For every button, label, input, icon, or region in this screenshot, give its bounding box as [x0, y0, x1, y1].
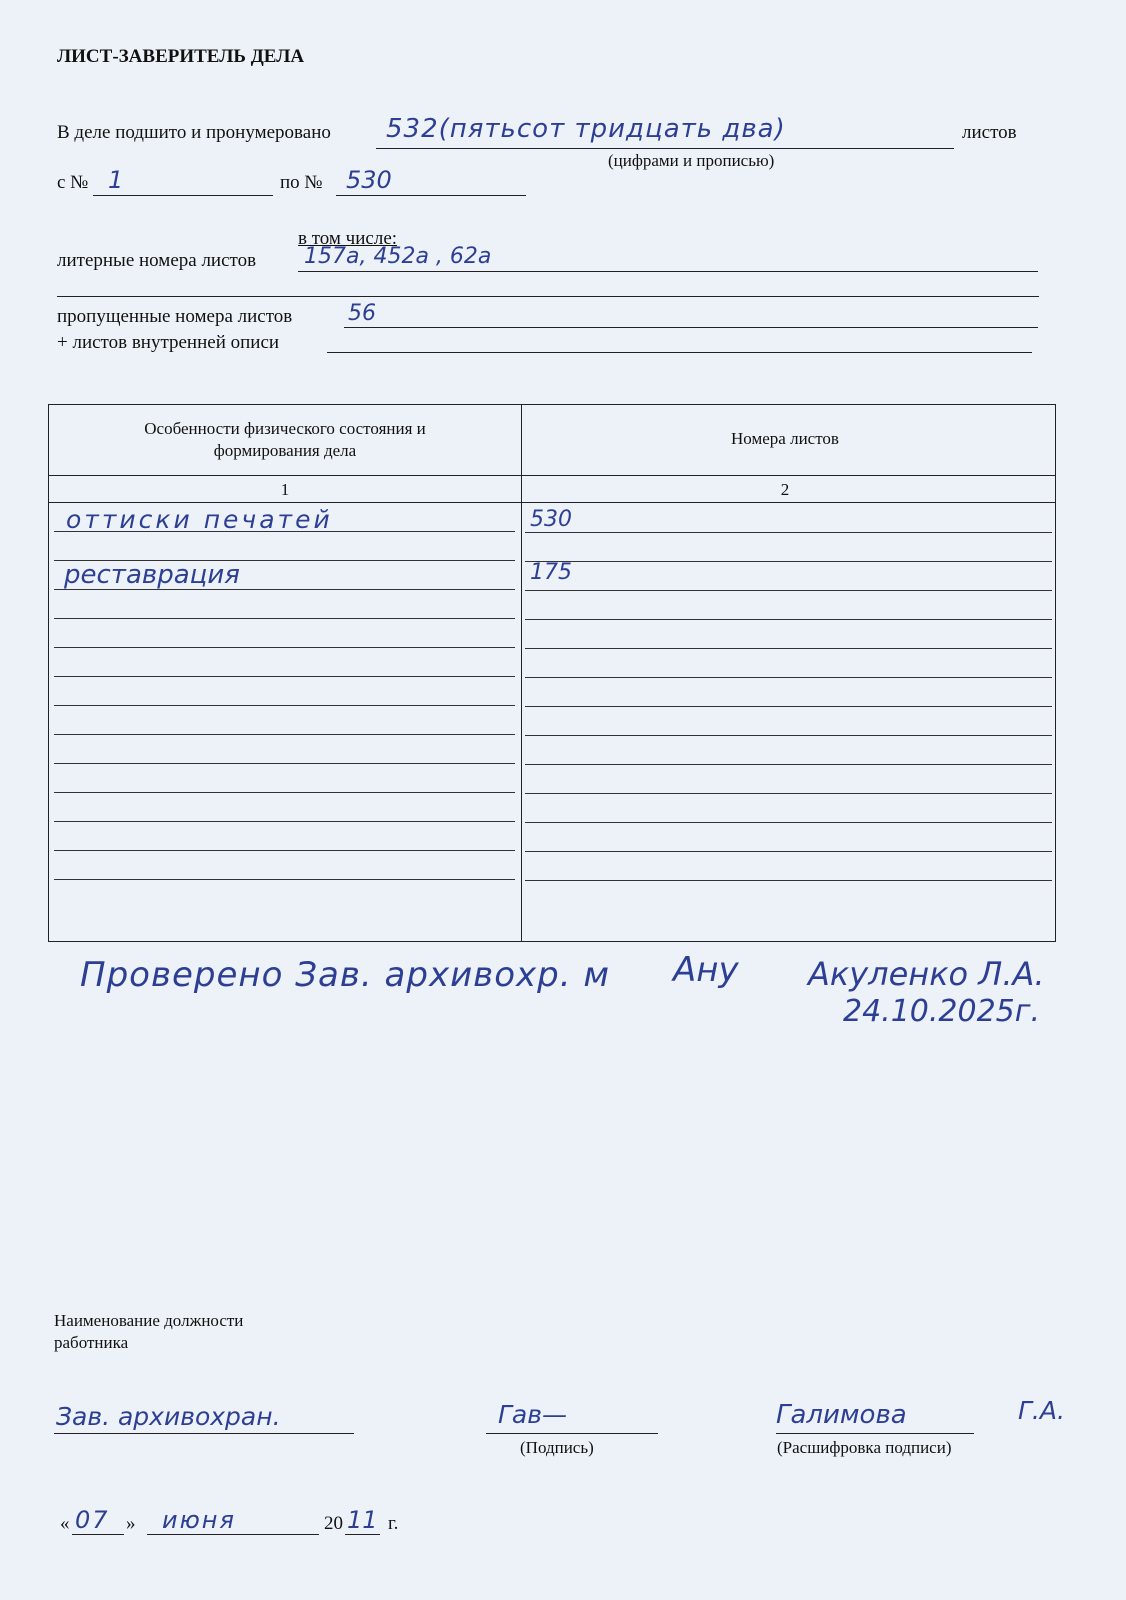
table-col2-ruled-line	[525, 793, 1052, 794]
row-1-pages: 530	[530, 507, 572, 532]
missing-pages-value: 56	[348, 301, 376, 326]
table-col2-ruled-line	[525, 880, 1052, 881]
table-col1-ruled-line	[54, 618, 515, 619]
to-label: по №	[280, 172, 323, 193]
table-col2-ruled-line	[525, 822, 1052, 823]
table-col1-ruled-line	[54, 821, 515, 822]
letter-pages-label: литерные номера листов	[57, 250, 257, 271]
table-col2-ruled-line	[525, 590, 1052, 591]
table-col2-ruled-line	[525, 561, 1052, 562]
letter-pages-underline-2	[57, 296, 1039, 297]
decode-initials: Г.А.	[1018, 1396, 1065, 1425]
to-value: 530	[346, 166, 392, 194]
including-label: в том числе:	[298, 228, 398, 249]
date-year-suffix: 11	[347, 1506, 378, 1534]
table-col2-ruled-line	[525, 735, 1052, 736]
table-col2-ruled-line	[525, 851, 1052, 852]
table-col2-ruled-line	[525, 706, 1052, 707]
date-close-quote: »	[126, 1513, 136, 1534]
to-underline	[336, 195, 526, 196]
row-2-pages: 175	[530, 560, 572, 585]
row-2-feature: реставрация	[64, 560, 240, 590]
position-underline	[54, 1433, 354, 1434]
from-value: 1	[108, 166, 124, 194]
signature-value: Гав—	[498, 1400, 567, 1429]
date-suffix: г.	[388, 1513, 399, 1534]
verification-name: Акуленко Л.А.	[808, 955, 1045, 993]
date-month: июня	[162, 1506, 236, 1534]
date-month-underline	[147, 1534, 319, 1535]
pages-sewn-suffix: листов	[962, 122, 1017, 143]
pages-sewn-value: 532(пятьсот тридцать два)	[386, 114, 786, 144]
pages-sewn-hint: (цифрами и прописью)	[608, 151, 775, 170]
table-col1-ruled-line	[54, 792, 515, 793]
date-year-prefix: 20	[324, 1513, 343, 1534]
row-1-feature: оттиски печатей	[66, 505, 333, 534]
document-title: ЛИСТ-ЗАВЕРИТЕЛЬ ДЕЛА	[57, 46, 305, 67]
missing-pages-underline	[344, 327, 1038, 328]
table-col1-ruled-line	[54, 879, 515, 880]
col2-header: Номера листов	[731, 429, 839, 448]
table-column-divider	[521, 404, 522, 942]
decode-label: (Расшифровка подписи)	[777, 1438, 952, 1457]
missing-pages-label: пропущенные номера листов	[57, 306, 293, 327]
table-col1-ruled-line	[54, 763, 515, 764]
signature-underline	[486, 1433, 658, 1434]
signature-label: (Подпись)	[520, 1438, 594, 1457]
position-label: Наименование должности работника	[54, 1311, 244, 1352]
letter-pages-value: 157а, 452а , 62а	[304, 244, 492, 269]
pages-sewn-underline	[376, 148, 954, 149]
decode-value: Галимова	[776, 1400, 907, 1430]
table-col2-ruled-line	[525, 648, 1052, 649]
table-number-divider	[48, 502, 1056, 503]
verification-text: Проверено Зав. архивохр. м	[80, 955, 610, 995]
col2-number: 2	[780, 480, 790, 499]
features-table	[48, 404, 1056, 942]
table-col1-ruled-line	[54, 850, 515, 851]
table-col2-ruled-line	[525, 677, 1052, 678]
from-underline	[93, 195, 273, 196]
table-header-divider	[48, 475, 1056, 476]
inner-inventory-label: + листов внутренней описи	[57, 332, 280, 353]
table-col1-ruled-line	[54, 705, 515, 706]
letter-pages-underline	[298, 271, 1038, 272]
decode-underline	[776, 1433, 974, 1434]
from-label: с №	[57, 172, 89, 193]
table-col1-ruled-line	[54, 647, 515, 648]
date-day-underline	[72, 1534, 124, 1535]
verification-date: 24.10.2025г.	[843, 994, 1041, 1029]
inner-inventory-underline	[327, 352, 1032, 353]
table-col1-ruled-line	[54, 676, 515, 677]
col1-number: 1	[280, 480, 290, 499]
date-open-quote: «	[60, 1513, 70, 1534]
position-value: Зав. архивохран.	[56, 1402, 281, 1431]
date-day: 07	[75, 1506, 110, 1534]
table-col2-ruled-line	[525, 764, 1052, 765]
col1-header: Особенности физического состояния и формирования дела	[144, 419, 426, 460]
table-col2-ruled-line	[525, 532, 1052, 533]
date-year-underline	[345, 1534, 380, 1535]
pages-sewn-label: В деле подшито и пронумеровано	[57, 122, 331, 143]
table-col2-ruled-line	[525, 619, 1052, 620]
table-col1-ruled-line	[54, 734, 515, 735]
verification-signature: Ану	[673, 950, 739, 990]
